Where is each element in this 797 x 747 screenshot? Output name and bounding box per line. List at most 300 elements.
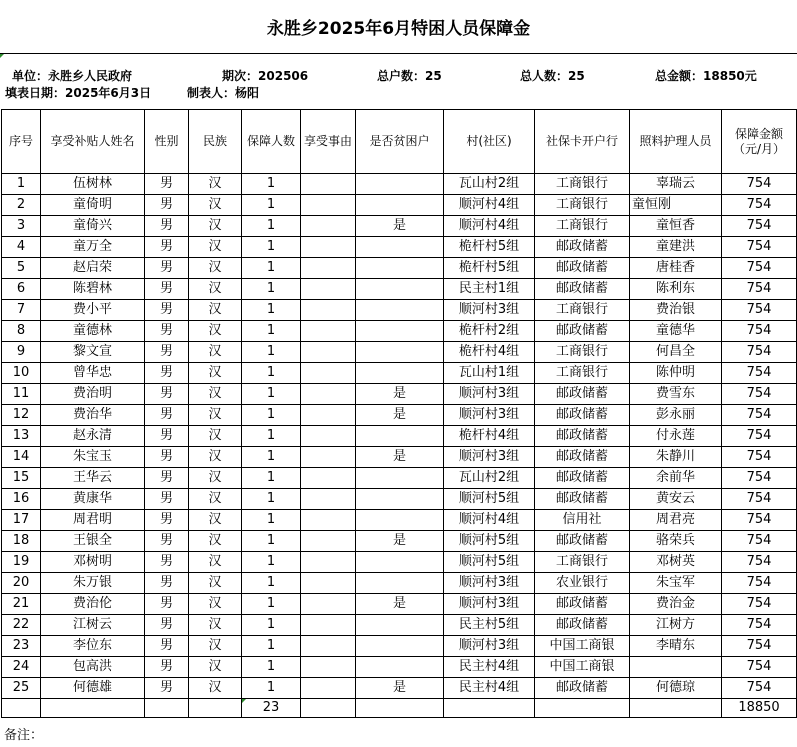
cell-poverty (356, 573, 444, 594)
cell-village: 顺河村4组 (444, 510, 535, 531)
cell-persons: 1 (242, 384, 301, 405)
cell-bank: 邮政储蓄 (535, 384, 630, 405)
cell-index: 18 (2, 531, 41, 552)
cell-village: 桅杆村2组 (444, 321, 535, 342)
households-value: 25 (425, 69, 442, 83)
amount-value: 18850元 (703, 69, 757, 83)
cell-gender: 男 (145, 531, 189, 552)
cell-bank: 邮政储蓄 (535, 405, 630, 426)
cell-ethnicity: 汉 (189, 279, 242, 300)
cell-ethnicity: 汉 (189, 237, 242, 258)
cell-reason (301, 510, 356, 531)
cell-ethnicity: 汉 (189, 615, 242, 636)
cell-name: 赵永清 (41, 426, 145, 447)
cell-persons: 1 (242, 531, 301, 552)
total-cell (630, 699, 722, 718)
cell-amount: 754 (722, 174, 797, 195)
persons-label: 总人数： (520, 69, 569, 83)
cell-ethnicity: 汉 (189, 573, 242, 594)
cell-persons: 1 (242, 657, 301, 678)
cell-caregiver: 李晴东 (630, 636, 722, 657)
cell-index: 21 (2, 594, 41, 615)
cell-ethnicity: 汉 (189, 363, 242, 384)
cell-bank: 工商银行 (535, 552, 630, 573)
table-row (2, 258, 797, 279)
cell-ethnicity: 汉 (189, 489, 242, 510)
subsidy-table (1, 109, 797, 718)
cell-poverty (356, 489, 444, 510)
cell-amount: 754 (722, 510, 797, 531)
cell-persons: 1 (242, 195, 301, 216)
cell-bank: 工商银行 (535, 195, 630, 216)
cell-reason (301, 615, 356, 636)
cell-caregiver: 童恒香 (630, 216, 722, 237)
cell-persons: 1 (242, 447, 301, 468)
cell-gender: 男 (145, 489, 189, 510)
table-row (2, 552, 797, 573)
table-row (2, 615, 797, 636)
cell-village: 桅杆村4组 (444, 426, 535, 447)
table-row (2, 384, 797, 405)
table-row (2, 321, 797, 342)
cell-reason (301, 258, 356, 279)
cell-ethnicity: 汉 (189, 405, 242, 426)
cell-gender: 男 (145, 279, 189, 300)
cell-amount: 754 (722, 636, 797, 657)
cell-village: 顺河村3组 (444, 636, 535, 657)
cell-index: 11 (2, 384, 41, 405)
cell-caregiver: 朱宝军 (630, 573, 722, 594)
cell-village: 顺河村3组 (444, 573, 535, 594)
cell-poverty: 是 (356, 384, 444, 405)
cell-ethnicity: 汉 (189, 678, 242, 699)
cell-bank: 信用社 (535, 510, 630, 531)
cell-gender: 男 (145, 594, 189, 615)
cell-persons: 1 (242, 636, 301, 657)
cell-persons: 1 (242, 237, 301, 258)
cell-poverty: 是 (356, 447, 444, 468)
col-header-gender: 性别 (145, 110, 189, 174)
cell-index: 14 (2, 447, 41, 468)
cell-caregiver: 骆荣兵 (630, 531, 722, 552)
cell-persons: 1 (242, 174, 301, 195)
cell-index: 19 (2, 552, 41, 573)
cell-index: 4 (2, 237, 41, 258)
cell-poverty: 是 (356, 678, 444, 699)
cell-index: 25 (2, 678, 41, 699)
cell-reason (301, 573, 356, 594)
cell-village: 瓦山村2组 (444, 174, 535, 195)
cell-ethnicity: 汉 (189, 426, 242, 447)
cell-amount: 754 (722, 552, 797, 573)
cell-ethnicity: 汉 (189, 636, 242, 657)
table-row (2, 489, 797, 510)
cell-poverty (356, 342, 444, 363)
cell-amount: 754 (722, 405, 797, 426)
cell-name: 童万全 (41, 237, 145, 258)
total-amount: 18850 (722, 699, 797, 718)
cell-ethnicity: 汉 (189, 300, 242, 321)
cell-ethnicity: 汉 (189, 531, 242, 552)
total-cell (535, 699, 630, 718)
cell-village: 民主村1组 (444, 279, 535, 300)
col-header-reason: 享受事由 (301, 110, 356, 174)
cell-bank: 邮政储蓄 (535, 258, 630, 279)
cell-bank: 邮政储蓄 (535, 237, 630, 258)
cell-persons: 1 (242, 510, 301, 531)
cell-persons: 1 (242, 342, 301, 363)
cell-poverty (356, 279, 444, 300)
cell-gender: 男 (145, 342, 189, 363)
cell-poverty (356, 636, 444, 657)
cell-bank: 中国工商银 (535, 657, 630, 678)
cell-name: 伍树林 (41, 174, 145, 195)
cell-poverty (356, 615, 444, 636)
cell-bank: 农业银行 (535, 573, 630, 594)
cell-ethnicity: 汉 (189, 552, 242, 573)
cell-village: 顺河村4组 (444, 195, 535, 216)
cell-bank: 邮政储蓄 (535, 615, 630, 636)
cell-name: 周君明 (41, 510, 145, 531)
cell-index: 1 (2, 174, 41, 195)
cell-ethnicity: 汉 (189, 342, 242, 363)
period-field (222, 67, 377, 85)
cell-caregiver: 余前华 (630, 468, 722, 489)
households-field (377, 67, 520, 85)
cell-name: 李位东 (41, 636, 145, 657)
cell-name: 费治伦 (41, 594, 145, 615)
note-label: 备注： (4, 728, 44, 743)
cell-amount: 754 (722, 258, 797, 279)
cell-village: 顺河村3组 (444, 405, 535, 426)
cell-persons: 1 (242, 321, 301, 342)
preparer-value: 杨阳 (235, 86, 260, 100)
cell-gender: 男 (145, 510, 189, 531)
cell-poverty (356, 321, 444, 342)
cell-bank: 中国工商银 (535, 636, 630, 657)
cell-reason (301, 363, 356, 384)
cell-poverty (356, 426, 444, 447)
cell-name: 赵启荣 (41, 258, 145, 279)
cell-reason (301, 657, 356, 678)
cell-reason (301, 531, 356, 552)
cell-ethnicity: 汉 (189, 594, 242, 615)
cell-bank: 邮政储蓄 (535, 678, 630, 699)
amount-field (655, 67, 757, 85)
cell-poverty: 是 (356, 216, 444, 237)
cell-village: 民主村4组 (444, 657, 535, 678)
cell-village: 顺河村5组 (444, 531, 535, 552)
cell-bank: 邮政储蓄 (535, 531, 630, 552)
cell-name: 王华云 (41, 468, 145, 489)
cell-name: 费治明 (41, 384, 145, 405)
cell-bank: 邮政储蓄 (535, 468, 630, 489)
total-cell (2, 699, 41, 718)
cell-index: 22 (2, 615, 41, 636)
cell-caregiver: 陈仲明 (630, 363, 722, 384)
cell-ethnicity: 汉 (189, 510, 242, 531)
cell-reason (301, 384, 356, 405)
cell-gender: 男 (145, 321, 189, 342)
cell-reason (301, 300, 356, 321)
cell-amount: 754 (722, 300, 797, 321)
cell-village: 桅杆村5组 (444, 258, 535, 279)
cell-name: 朱万银 (41, 573, 145, 594)
cell-ethnicity: 汉 (189, 258, 242, 279)
cell-index: 6 (2, 279, 41, 300)
unit-value: 永胜乡人民政府 (48, 69, 133, 83)
table-row (2, 447, 797, 468)
cell-reason (301, 342, 356, 363)
cell-reason (301, 216, 356, 237)
cell-village: 顺河村3组 (444, 594, 535, 615)
cell-village: 顺河村3组 (444, 384, 535, 405)
cell-gender: 男 (145, 363, 189, 384)
cell-village: 民主村4组 (444, 678, 535, 699)
cell-bank: 邮政储蓄 (535, 489, 630, 510)
col-header-bank: 社保卡开户行 (535, 110, 630, 174)
cell-persons: 1 (242, 594, 301, 615)
total-persons-value: 23 (262, 700, 280, 715)
cell-amount: 754 (722, 657, 797, 678)
cell-index: 8 (2, 321, 41, 342)
cell-reason (301, 426, 356, 447)
cell-index: 5 (2, 258, 41, 279)
cell-gender: 男 (145, 426, 189, 447)
cell-name: 邓树明 (41, 552, 145, 573)
table-row (2, 426, 797, 447)
cell-village: 顺河村4组 (444, 216, 535, 237)
cell-village: 顺河村5组 (444, 489, 535, 510)
cell-reason (301, 447, 356, 468)
cell-persons: 1 (242, 300, 301, 321)
col-header-caregiver: 照料护理人员 (630, 110, 722, 174)
cell-caregiver: 何德琼 (630, 678, 722, 699)
cell-amount: 754 (722, 489, 797, 510)
cell-name: 何德雄 (41, 678, 145, 699)
col-header-amount: 保障金额（元/月） (722, 110, 797, 174)
cell-gender: 男 (145, 552, 189, 573)
cell-poverty (356, 174, 444, 195)
cell-caregiver: 付永莲 (630, 426, 722, 447)
cell-poverty (356, 468, 444, 489)
cell-name: 朱宝玉 (41, 447, 145, 468)
cell-amount: 754 (722, 384, 797, 405)
meta-row-1 (12, 67, 757, 85)
cell-gender: 男 (145, 636, 189, 657)
table-row (2, 363, 797, 384)
amount-label: 总金额： (655, 69, 704, 83)
cell-persons: 1 (242, 678, 301, 699)
cell-index: 15 (2, 468, 41, 489)
cell-name: 黎文宣 (41, 342, 145, 363)
col-header-index: 序号 (2, 110, 41, 174)
cell-poverty (356, 300, 444, 321)
cell-index: 3 (2, 216, 41, 237)
cell-caregiver: 陈利东 (630, 279, 722, 300)
cell-index: 24 (2, 657, 41, 678)
cell-gender: 男 (145, 447, 189, 468)
fill-date-value: 2025年6月3日 (65, 86, 152, 100)
cell-amount: 754 (722, 216, 797, 237)
table-row (2, 195, 797, 216)
total-cell (444, 699, 535, 718)
header-row (2, 110, 797, 174)
cell-poverty: 是 (356, 594, 444, 615)
cell-reason (301, 279, 356, 300)
cell-poverty (356, 510, 444, 531)
table-row (2, 531, 797, 552)
cell-bank: 邮政储蓄 (535, 594, 630, 615)
cell-poverty: 是 (356, 531, 444, 552)
cell-index: 23 (2, 636, 41, 657)
cell-persons: 1 (242, 468, 301, 489)
cell-reason (301, 468, 356, 489)
cell-reason (301, 678, 356, 699)
cell-amount: 754 (722, 615, 797, 636)
cell-ethnicity: 汉 (189, 321, 242, 342)
table-row (2, 279, 797, 300)
cell-caregiver: 唐桂香 (630, 258, 722, 279)
cell-poverty (356, 195, 444, 216)
cell-caregiver: 辜瑞云 (630, 174, 722, 195)
cell-caregiver: 邓树英 (630, 552, 722, 573)
period-label: 期次： (222, 69, 259, 83)
cell-index: 12 (2, 405, 41, 426)
cell-amount: 754 (722, 447, 797, 468)
cell-caregiver: 费雪东 (630, 384, 722, 405)
cell-caregiver (630, 657, 722, 678)
cell-persons: 1 (242, 279, 301, 300)
cell-village: 瓦山村1组 (444, 363, 535, 384)
cell-amount: 754 (722, 531, 797, 552)
cell-caregiver: 黄安云 (630, 489, 722, 510)
cell-ethnicity: 汉 (189, 174, 242, 195)
cell-ethnicity: 汉 (189, 216, 242, 237)
cell-name: 费治华 (41, 405, 145, 426)
cell-reason (301, 195, 356, 216)
cell-name: 江树云 (41, 615, 145, 636)
fill-date-label: 填表日期： (5, 86, 66, 100)
cell-name: 童倚明 (41, 195, 145, 216)
cell-gender: 男 (145, 657, 189, 678)
cell-bank: 工商银行 (535, 300, 630, 321)
cell-persons: 1 (242, 363, 301, 384)
cell-persons: 1 (242, 258, 301, 279)
table-row (2, 573, 797, 594)
cell-name: 包高洪 (41, 657, 145, 678)
cell-name: 童倚兴 (41, 216, 145, 237)
cell-bank: 工商银行 (535, 363, 630, 384)
cell-index: 13 (2, 426, 41, 447)
fill-date-field (5, 84, 187, 102)
preparer-label: 制表人： (187, 86, 236, 100)
cell-poverty (356, 237, 444, 258)
cell-index: 16 (2, 489, 41, 510)
cell-amount: 754 (722, 279, 797, 300)
cell-caregiver: 童德华 (630, 321, 722, 342)
table-row (2, 237, 797, 258)
cell-village: 桅杆村5组 (444, 237, 535, 258)
cell-caregiver: 费治金 (630, 594, 722, 615)
cell-caregiver: 童建洪 (630, 237, 722, 258)
total-cell (145, 699, 189, 718)
col-header-name: 享受补贴人姓名 (41, 110, 145, 174)
unit-field (12, 67, 222, 85)
cell-amount: 754 (722, 573, 797, 594)
cell-ethnicity: 汉 (189, 195, 242, 216)
unit-label: 单位： (12, 69, 49, 83)
cell-caregiver: 何昌全 (630, 342, 722, 363)
total-cell (301, 699, 356, 718)
preparer-field (187, 84, 259, 102)
table-row (2, 468, 797, 489)
cell-reason (301, 405, 356, 426)
cell-amount: 754 (722, 468, 797, 489)
cell-name: 王银全 (41, 531, 145, 552)
total-cell (189, 699, 242, 718)
cell-poverty (356, 552, 444, 573)
cell-persons: 1 (242, 573, 301, 594)
table-row (2, 216, 797, 237)
cell-index: 7 (2, 300, 41, 321)
total-persons (242, 699, 301, 718)
cell-index: 2 (2, 195, 41, 216)
table-row (2, 594, 797, 615)
cell-gender: 男 (145, 300, 189, 321)
cell-persons: 1 (242, 405, 301, 426)
cell-reason (301, 321, 356, 342)
cell-ethnicity: 汉 (189, 468, 242, 489)
table-row (2, 636, 797, 657)
meta-row-2 (5, 84, 259, 102)
cell-reason (301, 636, 356, 657)
cell-gender: 男 (145, 678, 189, 699)
cell-persons: 1 (242, 216, 301, 237)
cell-amount: 754 (722, 342, 797, 363)
total-cell (356, 699, 444, 718)
cell-ethnicity: 汉 (189, 384, 242, 405)
cell-gender: 男 (145, 237, 189, 258)
cell-caregiver: 童恒刚 (630, 195, 722, 216)
cell-gender: 男 (145, 384, 189, 405)
table-row (2, 657, 797, 678)
cell-reason (301, 237, 356, 258)
table-row (2, 678, 797, 699)
cell-persons: 1 (242, 615, 301, 636)
cell-index: 10 (2, 363, 41, 384)
cell-ethnicity: 汉 (189, 447, 242, 468)
cell-bank: 邮政储蓄 (535, 426, 630, 447)
cell-name: 黄康华 (41, 489, 145, 510)
cell-bank: 工商银行 (535, 216, 630, 237)
cell-gender: 男 (145, 195, 189, 216)
cell-index: 20 (2, 573, 41, 594)
cell-gender: 男 (145, 573, 189, 594)
table-row (2, 300, 797, 321)
cell-poverty (356, 258, 444, 279)
col-header-village: 村(社区) (444, 110, 535, 174)
cell-index: 9 (2, 342, 41, 363)
cell-village: 顺河村3组 (444, 300, 535, 321)
cell-gender: 男 (145, 405, 189, 426)
persons-value: 25 (568, 69, 585, 83)
cell-reason (301, 174, 356, 195)
cell-amount: 754 (722, 594, 797, 615)
table-row (2, 342, 797, 363)
cell-village: 顺河村5组 (444, 552, 535, 573)
cell-bank: 邮政储蓄 (535, 447, 630, 468)
